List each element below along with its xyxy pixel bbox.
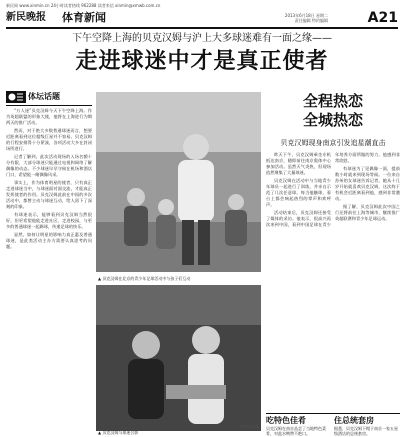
date-line: 2013年6月18日 星期二 — [284, 13, 328, 18]
date-info — [285, 13, 328, 23]
column-head — [6, 91, 92, 106]
photo-caption: ▲ 贝克汉姆在北京的青少年足球活动中与孩子们互动 — [98, 276, 191, 281]
sub-description: 贝克汉姆现身南京引发追星潮直击 — [280, 139, 386, 147]
secondary-photo — [96, 285, 261, 431]
paragraph: “万人迷”贝克汉姆今天下午空降上海。作为英超联盟的形象大使，他将在上海进行为期两天的推广活动。 — [6, 108, 92, 125]
paragraph: 昨天下午，贝克汉姆乘坐专机抵达南京，随即前往南京奥体中心参加活动。虽然天气炎热，但现场依然聚集了大量球迷。 — [266, 152, 331, 175]
meta-line: 新民网 www.xinmin.cn 24小时读者热线 962288 读者来信 xinmin@xmwb.com.cn — [6, 3, 161, 8]
masthead: 新民晚报 — [6, 12, 46, 23]
editor-line: 责任编辑 特约编辑 — [294, 18, 328, 23]
header-rule — [6, 27, 398, 29]
paragraph: 活动结束后，贝克汉姆还接受了媒体的采访。他表示，很高兴再次来到中国，看到中国足球在青少年培养方面所做的努力，他感到非常欣慰。 — [266, 152, 400, 227]
photo-caption: ▲ 贝克汉姆与球迷合影 — [98, 430, 139, 435]
box-body: 贝克汉姆在南京品尝了当地特色菜肴，对盐水鸭赞不绝口。 — [266, 426, 326, 436]
box-body: 据悉，贝克汉姆下榻于南京一家五星级酒店的总统套房。 — [334, 426, 398, 436]
main-photo — [96, 92, 261, 272]
sub-headline — [266, 92, 400, 130]
paragraph: 有球迷为了见偶像一面，提前数小时就来到现场等候。一位来自苏州的女球迷告诉记者，她从十几岁开始就喜欢贝克汉姆，这次终于有机会近距离看到他，感到非常激动。 — [335, 166, 400, 201]
column-logo-icon — [6, 91, 26, 103]
info-box — [266, 416, 330, 436]
paragraph: 事实上，作为体育明星的使者，只有真正走进球迷当中，与球迷面对面交流，才能真正发挥使者的作用。贝克汉姆此前在中国的多次活动中，都曾主动与球迷互动，给人留下了深刻的印象。 — [6, 180, 92, 209]
paragraph: 显然，如何让明星的影响力真正惠及普通球迷，是此类活动主办方需要认真思考的问题。 — [6, 232, 92, 249]
headline: 走进球迷中才是真正使者 — [75, 49, 329, 74]
page-number: A21 — [367, 10, 398, 26]
paragraph: 有球迷表示，能够看到贝克汉姆当然很好，但更希望他能走进社区、走进校园，与更多的普通球迷一起踢球，传递足球的快乐。 — [6, 212, 92, 229]
info-box — [334, 416, 398, 436]
paragraph: 然而，对于绝大多数普通球迷而言，想要近距离看到这位超级巨星并不容易。贝克汉姆的行程安排得十分紧凑，各项活动大多在封闭场所进行。 — [6, 128, 92, 151]
left-column-text — [6, 108, 92, 428]
box-rule — [266, 413, 400, 414]
box-title: 吃特色佳肴 — [266, 416, 306, 425]
sub-headline-line: 全程热恋 — [302, 92, 363, 110]
kicker: 下午空降上海的贝克汉姆与沪上大多球迷难有一面之缘—— — [72, 33, 332, 44]
sub-headline-line: 全城热恋 — [302, 111, 363, 129]
section-title: 体育新闻 — [62, 11, 106, 24]
paragraph: 贝克汉姆在活动中与当地青少年球员一起进行了训练，并亲自示范了几次任意球。每当他触球，看台上都会响起热烈的掌声和欢呼声。 — [266, 178, 331, 207]
column-title: 体坛话题 — [28, 92, 60, 101]
right-column-text — [266, 152, 400, 412]
paragraph: 记者了解到，此次活动现场的入场名额十分有限，大部分球迷只能通过电视和网络了解偶像的动态。不少球迷早早守候在机场和酒店门口，希望能一睹偶像风采。 — [6, 154, 92, 177]
paragraph: 据了解，贝克汉姆此次中国之行还将前往上海等城市，继续推广英超联赛和青少年足球运动。 — [335, 204, 400, 221]
box-title: 住总统套房 — [334, 416, 374, 425]
page-header — [6, 10, 398, 26]
photo-credit: 本报记者 摄 — [240, 425, 259, 429]
